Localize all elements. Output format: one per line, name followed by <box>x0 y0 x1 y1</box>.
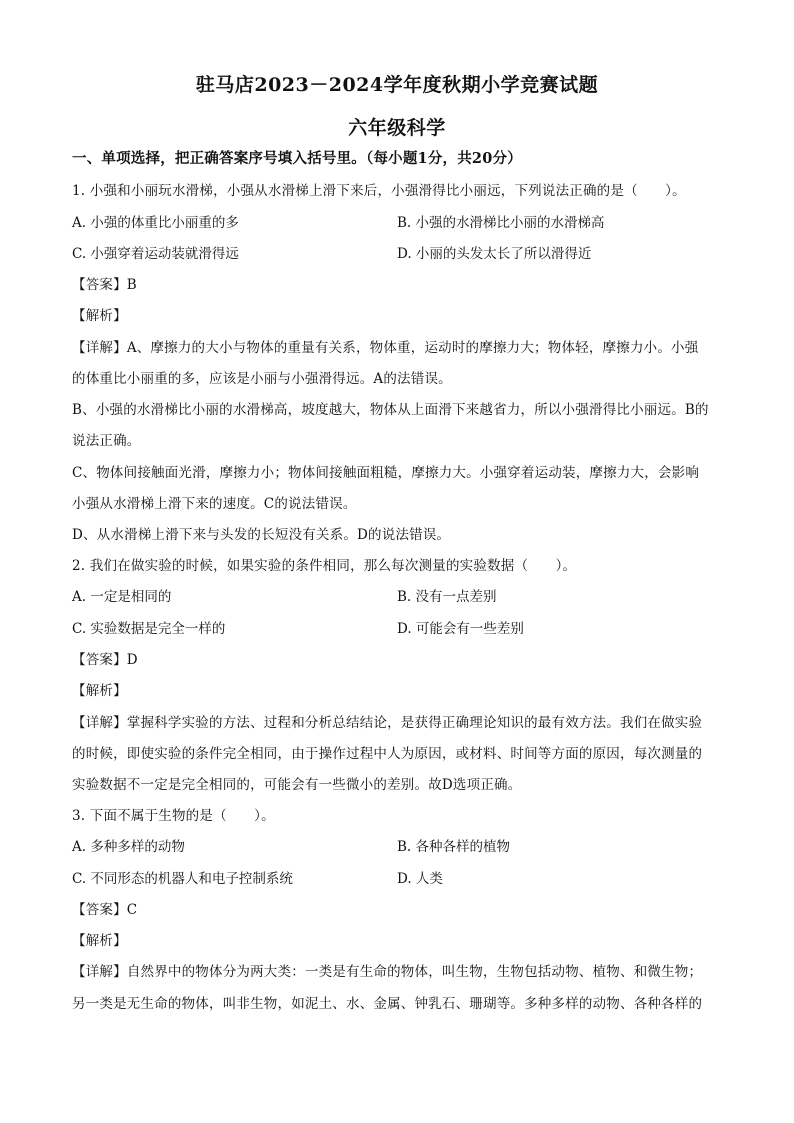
question-2-detail-line <box>72 714 726 732</box>
question-2-detail-line: 实验数据不一定是完全相同的，可能会有一些微小的差别。故D选项正确。 <box>72 777 522 793</box>
question-1-detail-line: 小强从水滑梯上滑下来的速度。C的说法错误。 <box>72 496 357 512</box>
question-1-stem: 1. 小强和小丽玩水滑梯，小强从水滑梯上滑下来后，小强滑得比小丽远，下列说法正确的是（ ）。 <box>72 183 686 199</box>
detail-text: 掌握科学实验的方法、过程和分析总结结论，是获得正确理论知识的最有效方法。我们在做实验 <box>126 715 703 731</box>
detail-text: 自然界中的物体分为两大类：一类是有生命的物体，叫生物，生物包括动物、植物、和微生物； <box>126 964 703 980</box>
detail-text: A、摩擦力的大小与物体的重量有关系，物体重，运动时的摩擦力大；物体轻，摩擦力小。小强 <box>126 340 699 356</box>
question-2-stem: 2. 我们在做实验的时候，如果实验的条件相同，那么每次测量的实验数据（ ）。 <box>72 558 577 574</box>
page-subtitle: 六年级科学 <box>348 117 446 139</box>
question-1-option-a: A. 小强的体重比小丽重的多 <box>72 215 239 231</box>
question-1-answer: 【答案】B <box>72 277 137 293</box>
question-1-detail-line: D、从水滑梯上滑下来与头发的长短没有关系。D的说法错误。 <box>72 527 451 543</box>
detail-label: 【详解】 <box>72 964 127 980</box>
question-3-analysis-label: 【解析】 <box>72 933 127 949</box>
question-3-answer: 【答案】C <box>72 902 138 918</box>
page-title: 驻马店2023－2024学年度秋期小学竞赛试题 <box>195 74 599 96</box>
question-1-detail-line: B、小强的水滑梯比小丽的水滑梯高，坡度越大，物体从上面滑下来越省力，所以小强滑得比小丽远。B的 <box>72 402 709 418</box>
question-2-analysis-label: 【解析】 <box>72 683 127 699</box>
question-3-detail-line: 另一类是无生命的物体，叫非生物，如泥土、水、金属、钟乳石、珊瑚等。多种多样的动物、各种各样的 <box>72 996 703 1012</box>
question-3-option-d: D. 人类 <box>397 871 443 887</box>
question-2-answer: 【答案】D <box>72 652 138 668</box>
question-1-option-c: C. 小强穿着运动装就滑得远 <box>72 246 239 262</box>
detail-label: 【详解】 <box>72 340 127 356</box>
question-1-option-b: B. 小强的水滑梯比小丽的水滑梯高 <box>397 215 605 231</box>
question-3-option-c: C. 不同形态的机器人和电子控制系统 <box>72 871 293 887</box>
question-1-detail-line <box>72 339 726 357</box>
question-1-detail-line: 说法正确。 <box>72 433 141 449</box>
question-2-option-d: D. 可能会有一些差别 <box>397 621 524 637</box>
question-2-option-c: C. 实验数据是完全一样的 <box>72 621 226 637</box>
question-1-detail-line: 的体重比小丽重的多，应该是小丽与小强滑得远。A的法错误。 <box>72 371 452 387</box>
section-heading: 一、单项选择，把正确答案序号填入括号里。（每小题1分，共20分） <box>72 150 522 167</box>
detail-label: 【详解】 <box>72 715 127 731</box>
question-2-option-a: A. 一定是相同的 <box>72 589 172 605</box>
question-3-option-a: A. 多种多样的动物 <box>72 839 185 855</box>
question-2-detail-line: 的时候，即使实验的条件完全相同，由于操作过程中人为原因，或材料、时间等方面的原因，每次测量的 <box>72 746 703 762</box>
question-3-detail-line <box>72 963 726 981</box>
question-1-detail-line: C、物体间接触面光滑，摩擦力小；物体间接触面粗糙，摩擦力大。小强穿着运动装，摩擦力大，会影响 <box>72 465 700 481</box>
question-3-option-b: B. 各种各样的植物 <box>397 839 511 855</box>
question-3-stem: 3. 下面不属于生物的是（ ）。 <box>72 808 275 824</box>
question-1-option-d: D. 小丽的头发太长了所以滑得近 <box>397 246 592 262</box>
question-1-analysis-label: 【解析】 <box>72 308 127 324</box>
question-2-option-b: B. 没有一点差别 <box>397 589 497 605</box>
